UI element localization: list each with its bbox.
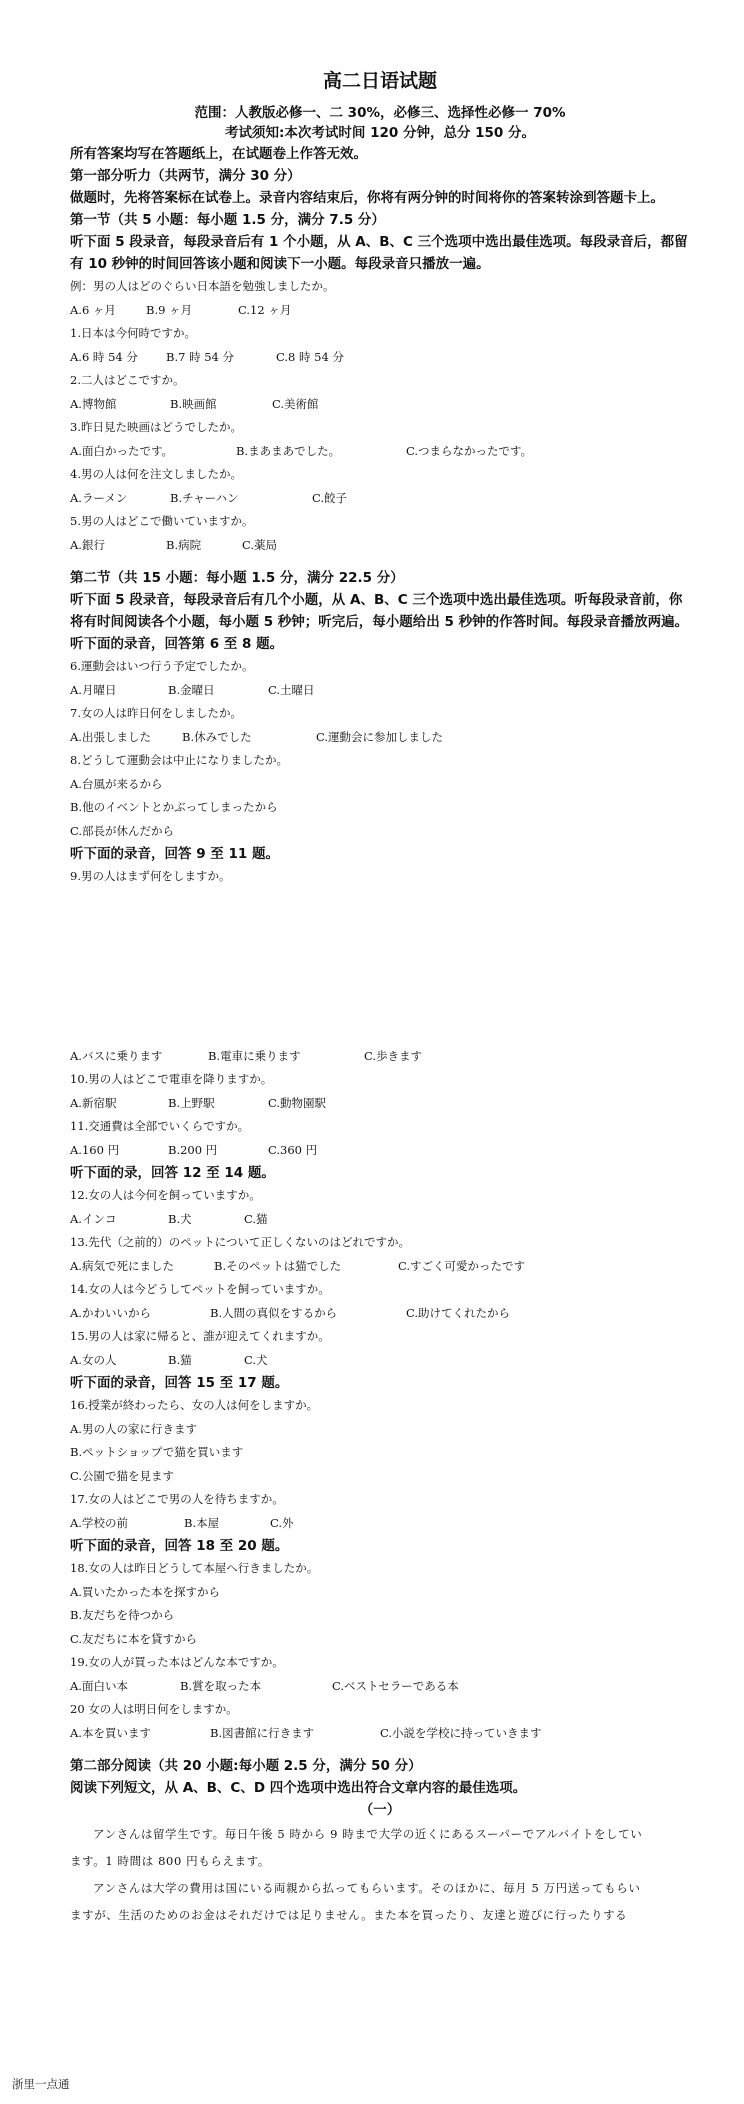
option-b: B.ペットショップで猫を買います <box>70 1445 244 1459</box>
option-b: B.賞を取った本 <box>180 1678 262 1693</box>
option-a: A.新宿駅 <box>70 1095 117 1110</box>
question-14: 14.女の人は今どうしてペットを飼っていますか。 <box>70 1282 330 1296</box>
option-c: C.動物園駅 <box>268 1095 327 1110</box>
option-c: C.友だちに本を貸すから <box>70 1631 198 1646</box>
option-c: C.歩きます <box>364 1048 423 1063</box>
option-b: B.病院 <box>166 537 202 552</box>
option-a: A.6 ヶ月 <box>70 302 116 317</box>
question-12-options <box>70 1208 690 1232</box>
option-a: A.月曜日 <box>70 682 117 697</box>
option-a: A.買いたかった本を探すから <box>70 1584 220 1599</box>
question-15-options <box>70 1349 690 1373</box>
example-question: 例：男の人はどのぐらい日本語を勉強しましたか。 <box>70 279 335 293</box>
option-b: B.金曜日 <box>168 682 215 697</box>
passage-line: アンさんは留学生です。毎日午後 5 時から 9 時まで大学の近くにあるスーパーでアルバイトをしてい <box>93 1827 643 1841</box>
question-9-options <box>70 1045 690 1069</box>
question-6: 6.運動会はいつ行う予定でしたか。 <box>70 659 254 673</box>
option-a: A.かわいいから <box>70 1305 151 1320</box>
option-b: B.友だちを待つから <box>70 1608 175 1622</box>
option-b: B.チャーハン <box>170 490 239 505</box>
passage-line: ますが、生活のためのお金はそれだけでは足りません。また本を買ったり、友達と遊びに行ったりする <box>70 1908 628 1922</box>
question-19: 19.女の人が買った本はどんな本ですか。 <box>70 1655 284 1669</box>
option-b: B.休みでした <box>182 729 252 744</box>
question-20: 20 女の人は明日何をしますか。 <box>70 1702 238 1716</box>
option-a: A.面白かったです。 <box>70 443 174 458</box>
option-c: C.小説を学校に持っていきます <box>380 1725 542 1740</box>
option-b: B.9 ヶ月 <box>146 302 193 317</box>
exam-content <box>70 66 690 1929</box>
option-a: A.6 時 54 分 <box>70 349 138 364</box>
option-b: B.犬 <box>168 1211 192 1226</box>
notice-line: 考试须知:本次考试时间 120 分钟，总分 150 分。 <box>224 125 536 141</box>
option-c: C.すごく可愛かったです <box>398 1258 526 1273</box>
question-13: 13.先代（之前的）のペットについて正しくないのはどれですか。 <box>70 1235 411 1249</box>
spacer <box>70 1745 690 1755</box>
question-5: 5.男の人はどこで働いていますか。 <box>70 514 254 528</box>
question-3-options <box>70 440 690 464</box>
option-a: A.バスに乗ります <box>70 1048 163 1063</box>
option-b: B.7 時 54 分 <box>166 349 235 364</box>
option-a: A.病気で死にました <box>70 1258 174 1273</box>
option-c: C.助けてくれたから <box>406 1305 511 1320</box>
option-c: C.ベストセラーである本 <box>332 1678 459 1693</box>
option-b: B.200 円 <box>168 1142 218 1157</box>
question-4: 4.男の人は何を注文しましたか。 <box>70 467 242 481</box>
question-5-options <box>70 534 690 558</box>
part1-instruction: 做题时，先将答案标在试卷上。录音内容结束后，你将有两分钟的时间将你的答案转涂到答题卡上。 <box>70 190 664 206</box>
question-8: 8.どうして運動会は中止になりましたか。 <box>70 753 288 767</box>
question-19-options <box>70 1675 690 1699</box>
option-c: C.12 ヶ月 <box>238 302 292 317</box>
blank-space <box>70 889 690 1045</box>
option-a: A.銀行 <box>70 537 105 552</box>
question-9: 9.男の人はまず何をしますか。 <box>70 869 231 883</box>
question-10-options <box>70 1092 690 1116</box>
question-11-options <box>70 1139 690 1163</box>
option-b: B.映画館 <box>170 396 217 411</box>
section1-heading: 第一节（共 5 小题：每小题 1.5 分，满分 7.5 分） <box>70 212 385 228</box>
option-b: B.猫 <box>168 1352 192 1367</box>
question-4-options <box>70 487 690 511</box>
option-a: A.本を買います <box>70 1725 151 1740</box>
option-b: B.本屋 <box>184 1515 220 1530</box>
option-c: C.猫 <box>244 1211 268 1226</box>
question-2-options <box>70 393 690 417</box>
question-20-options <box>70 1722 690 1746</box>
question-3: 3.昨日見た映画はどうでしたか。 <box>70 420 242 434</box>
option-c: C.部長が休んだから <box>70 823 175 838</box>
option-c: C.土曜日 <box>268 682 315 697</box>
option-c: C.外 <box>270 1515 294 1530</box>
question-17-options <box>70 1512 690 1536</box>
option-a: A.男の人の家に行きます <box>70 1421 197 1436</box>
passage-paragraph-2 <box>70 1875 690 1929</box>
option-c: C.犬 <box>244 1352 268 1367</box>
part1-heading: 第一部分听力（共两节，满分 30 分） <box>70 168 301 184</box>
option-c: C.360 円 <box>268 1142 318 1157</box>
option-c: C.運動会に参加しました <box>316 729 444 744</box>
option-a: A.博物館 <box>70 396 117 411</box>
group-heading-18-20: 听下面的录音，回答 18 至 20 题。 <box>70 1538 289 1554</box>
group-heading-9-11: 听下面的录音，回答 9 至 11 题。 <box>70 846 279 862</box>
option-c: C.8 時 54 分 <box>276 349 344 364</box>
question-14-options <box>70 1302 690 1326</box>
option-c: C.つまらなかったです。 <box>406 443 533 458</box>
option-a: A.出張しました <box>70 729 151 744</box>
question-15: 15.男の人は家に帰ると、誰が迎えてくれますか。 <box>70 1329 330 1343</box>
option-c: C.薬局 <box>242 537 278 552</box>
part2-instruction: 阅读下列短文，从 A、B、C、D 四个选项中选出符合文章内容的最佳选项。 <box>70 1780 527 1796</box>
question-17: 17.女の人はどこで男の人を待ちますか。 <box>70 1492 284 1506</box>
passage-line: アンさんは大学の費用は国にいる両親から払ってもらいます。そのほかに、毎月 5 万円送ってもらい <box>93 1881 641 1895</box>
option-a: A.ラーメン <box>70 490 128 505</box>
question-13-options <box>70 1255 690 1279</box>
question-6-options <box>70 679 690 703</box>
option-c: C.美術館 <box>272 396 319 411</box>
question-18: 18.女の人は昨日どうして本屋へ行きましたか。 <box>70 1561 319 1575</box>
question-16: 16.授業が終わったら、女の人は何をしますか。 <box>70 1398 319 1412</box>
watermark-text: 浙里一点通 <box>12 2077 70 2091</box>
question-1: 1.日本は今何時ですか。 <box>70 326 196 340</box>
option-b: B.まあまあでした。 <box>236 443 341 458</box>
question-11: 11.交通費は全部でいくらですか。 <box>70 1119 250 1133</box>
question-10: 10.男の人はどこで電車を降りますか。 <box>70 1072 273 1086</box>
option-a: A.女の人 <box>70 1352 117 1367</box>
option-c: C.公園で猫を見ます <box>70 1468 175 1483</box>
option-a: A.台風が来るから <box>70 776 163 791</box>
question-7: 7.女の人は昨日何をしましたか。 <box>70 706 242 720</box>
spacer <box>70 557 690 567</box>
passage-line: ます。1 時間は 800 円もらえます。 <box>70 1854 270 1868</box>
option-b: B.人間の真似をするから <box>210 1305 338 1320</box>
group-heading-12-14: 听下面的录，回答 12 至 14 题。 <box>70 1165 275 1181</box>
option-a: A.160 円 <box>70 1142 120 1157</box>
question-2: 2.二人はどこですか。 <box>70 373 185 387</box>
option-b: B.他のイベントとかぶってしまったから <box>70 800 278 814</box>
passage-paragraph-1 <box>70 1821 690 1875</box>
question-1-options <box>70 346 690 370</box>
option-c: C.餃子 <box>312 490 348 505</box>
question-12: 12.女の人は今何を飼っていますか。 <box>70 1188 261 1202</box>
group-heading-15-17: 听下面的录音，回答 15 至 17 题。 <box>70 1375 289 1391</box>
part2-heading: 第二部分阅读（共 20 小题:每小题 2.5 分，满分 50 分） <box>70 1758 422 1774</box>
option-b: B.上野駅 <box>168 1095 215 1110</box>
section2-instruction: 听下面 5 段录音，每段录音后有几个小题，从 A、B、C 三个选项中选出最佳选项。听每段录音前，你将有时间阅读各个小题，每小题 5 秒钟；听完后，每小题给出 5 秒钟的作答时间。每段录音播放两遍。 <box>70 592 689 630</box>
option-a: A.インコ <box>70 1211 117 1226</box>
answer-note: 所有答案均写在答题纸上，在试题卷上作答无效。 <box>70 146 367 162</box>
example-options <box>70 299 690 323</box>
option-a: A.面白い本 <box>70 1678 128 1693</box>
section1-instruction: 听下面 5 段录音，每段录音后有 1 个小题，从 A、B、C 三个选项中选出最佳选项。每段录音后，都留有 10 秒钟的时间回答该小题和阅读下一小题。每段录音只播放一遍。 <box>70 234 688 272</box>
option-b: B.図書館に行きます <box>210 1725 315 1740</box>
scope-line: 范围：人教版必修一、二 30%，必修三、选择性必修一 70% <box>194 105 566 121</box>
option-b: B.電車に乗ります <box>208 1048 301 1063</box>
section2-heading: 第二节（共 15 小题：每小题 1.5 分，满分 22.5 分） <box>70 570 404 586</box>
question-7-options <box>70 726 690 750</box>
option-a: A.学校の前 <box>70 1515 128 1530</box>
passage-title: （一） <box>359 1802 401 1818</box>
page-title: 高二日语试题 <box>322 70 437 92</box>
option-b: B.そのペットは猫でした <box>214 1258 342 1273</box>
group-heading-6-8: 听下面的录音，回答第 6 至 8 题。 <box>70 636 284 652</box>
